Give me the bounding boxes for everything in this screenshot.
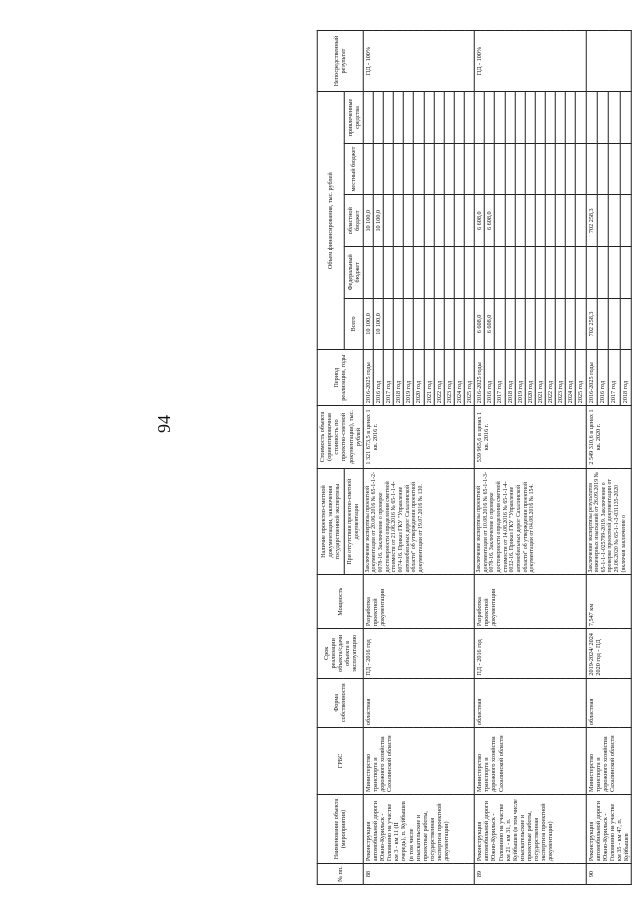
extra-cell bbox=[414, 92, 424, 144]
period-cell: 2023 год bbox=[555, 350, 565, 406]
total-cell bbox=[576, 298, 586, 350]
federal-cell bbox=[525, 247, 535, 299]
local-cell bbox=[515, 143, 525, 195]
header-name: Наименование объекта (мероприятия) bbox=[317, 794, 363, 863]
term-cell: 2019-2024/ 2024 2020 год - ПД bbox=[586, 629, 632, 678]
total-cell bbox=[454, 298, 464, 350]
federal-cell bbox=[609, 247, 620, 299]
table-row bbox=[474, 31, 484, 885]
cost-cell: 1 321 673,5 в ценах 1 кв. 2016 г. bbox=[363, 406, 474, 469]
period-cell: 2023 год bbox=[444, 350, 454, 406]
regional-cell: 702 258,3 bbox=[586, 195, 597, 247]
local-cell bbox=[434, 143, 444, 195]
local-cell bbox=[545, 143, 555, 195]
local-cell bbox=[444, 143, 454, 195]
federal-cell bbox=[373, 247, 383, 299]
total-cell bbox=[444, 298, 454, 350]
federal-cell bbox=[586, 247, 597, 299]
grbs-cell: Министерство транспорта и дорожного хозяйства Сахалинской области bbox=[586, 727, 632, 794]
total-cell: 10 100,0 bbox=[363, 298, 373, 350]
extra-cell bbox=[566, 92, 576, 144]
row-num: 90 bbox=[586, 864, 632, 885]
total-cell bbox=[414, 298, 424, 350]
grbs-cell: Министерство транспорта и дорожного хозяйства Сахалинской области bbox=[474, 727, 585, 794]
local-cell bbox=[404, 143, 414, 195]
header-grbs: ГРБС bbox=[317, 727, 363, 794]
extra-cell bbox=[464, 92, 474, 144]
total-cell bbox=[555, 298, 565, 350]
regional-cell bbox=[404, 195, 414, 247]
local-cell bbox=[566, 143, 576, 195]
period-cell: 2022 год bbox=[434, 350, 444, 406]
federal-cell bbox=[363, 247, 373, 299]
federal-cell bbox=[485, 247, 495, 299]
federal-cell bbox=[535, 247, 545, 299]
local-cell bbox=[609, 143, 620, 195]
local-cell bbox=[474, 143, 484, 195]
header-docs-sub: При отсутствии проектно-сметной документации bbox=[344, 468, 363, 575]
period-cell: 2025 год bbox=[464, 350, 474, 406]
regional-cell: 6 608,0 bbox=[474, 195, 484, 247]
regional-cell bbox=[620, 195, 631, 247]
extra-cell bbox=[393, 92, 403, 144]
result-cell bbox=[586, 31, 632, 92]
extra-cell bbox=[535, 92, 545, 144]
table-body bbox=[363, 31, 632, 885]
federal-cell bbox=[566, 247, 576, 299]
federal-cell bbox=[555, 247, 565, 299]
local-cell bbox=[576, 143, 586, 195]
federal-cell bbox=[414, 247, 424, 299]
local-cell bbox=[393, 143, 403, 195]
extra-cell bbox=[597, 92, 608, 144]
period-cell: 2016-2025 годы bbox=[586, 350, 597, 406]
period-cell: 2016 год bbox=[597, 350, 608, 406]
extra-cell bbox=[434, 92, 444, 144]
local-cell bbox=[363, 143, 373, 195]
regional-cell bbox=[464, 195, 474, 247]
period-cell: 2016 год bbox=[485, 350, 495, 406]
object-name: Реконструкция автомобильной дороги Южно-Курильск - Головнино на участке км 35 - км 47, п. Куйбышев bbox=[586, 794, 632, 863]
regional-cell bbox=[597, 195, 608, 247]
federal-cell bbox=[444, 247, 454, 299]
row-num: 88 bbox=[363, 864, 474, 885]
period-cell: 2018 год bbox=[393, 350, 403, 406]
total-cell bbox=[404, 298, 414, 350]
local-cell bbox=[597, 143, 608, 195]
extra-cell bbox=[576, 92, 586, 144]
object-name: Реконструкция автомобильной дороги Южно-Курильск - Головнино на участке км 21 - км 31, п. Куйбышев (в том числе изыскательские и проектные работы, государственная экспертиза проектной документации) bbox=[474, 794, 585, 863]
result-cell: ПД - 100% bbox=[363, 31, 474, 92]
extra-cell bbox=[404, 92, 414, 144]
header-result: Непосредственный результат bbox=[317, 31, 363, 92]
header-form: Форма собственности bbox=[317, 678, 363, 727]
local-cell bbox=[535, 143, 545, 195]
extra-cell bbox=[586, 92, 597, 144]
federal-cell bbox=[620, 247, 631, 299]
table-row bbox=[363, 31, 373, 885]
regional-cell bbox=[424, 195, 434, 247]
local-cell bbox=[424, 143, 434, 195]
table-header-row bbox=[317, 31, 344, 885]
local-cell bbox=[505, 143, 515, 195]
regional-cell: 6 608,0 bbox=[485, 195, 495, 247]
total-cell bbox=[495, 298, 505, 350]
regional-cell bbox=[525, 195, 535, 247]
regional-cell bbox=[505, 195, 515, 247]
cost-cell: 539 965,6 в ценах 1 кв. 2016 г. bbox=[474, 406, 585, 469]
federal-cell bbox=[464, 247, 474, 299]
total-cell bbox=[393, 298, 403, 350]
period-cell: 2025 год bbox=[576, 350, 586, 406]
header-local: местный бюджет bbox=[344, 143, 363, 195]
regional-cell bbox=[434, 195, 444, 247]
term-cell: ПД - 2016 год bbox=[363, 629, 474, 678]
term-cell: ПД - 2016 год bbox=[474, 629, 585, 678]
total-cell bbox=[525, 298, 535, 350]
extra-cell bbox=[363, 92, 373, 144]
header-docs-group: Наличие проектно-сметной документации, заключения государственной экспертизы bbox=[317, 468, 344, 575]
page-number: 94 bbox=[154, 415, 174, 433]
extra-cell bbox=[424, 92, 434, 144]
local-cell bbox=[485, 143, 495, 195]
extra-cell bbox=[545, 92, 555, 144]
federal-cell bbox=[505, 247, 515, 299]
period-cell: 2016-2025 годы bbox=[363, 350, 373, 406]
regional-cell bbox=[495, 195, 505, 247]
period-cell: 2020 год bbox=[414, 350, 424, 406]
total-cell bbox=[545, 298, 555, 350]
total-cell bbox=[434, 298, 444, 350]
federal-cell bbox=[576, 247, 586, 299]
extra-cell bbox=[495, 92, 505, 144]
federal-cell bbox=[393, 247, 403, 299]
extra-cell bbox=[485, 92, 495, 144]
docs-cell: Заключение экспертизы проектной документации от 20.06.2016 № 65-1-1-2-0078-16. Заключение о проверке достоверности определения сметной стоимости от 21.06.2016 № 65-1-1-4-0074-16. Приказ ГКУ "Управление автомобильных дорог Сахалинской области" об утверждении проектной документации от 19.07.2016 № 130. bbox=[363, 468, 474, 575]
extra-cell bbox=[555, 92, 565, 144]
period-cell: 2017 год bbox=[383, 350, 393, 406]
header-federal: Федеральный бюджет bbox=[344, 247, 363, 299]
regional-cell bbox=[414, 195, 424, 247]
regional-cell bbox=[454, 195, 464, 247]
extra-cell bbox=[525, 92, 535, 144]
federal-cell bbox=[515, 247, 525, 299]
total-cell bbox=[424, 298, 434, 350]
docs-cell: Заключение экспертизы результатов инженерных изысканий от 26.09.2019 № 65-1-1-1-025799-2019. Заключение о проверке проектной документации от 29.06.2020 № 65-1-1-3-031135-2020 (включая заключение о bbox=[586, 468, 632, 575]
local-cell bbox=[414, 143, 424, 195]
federal-cell bbox=[404, 247, 414, 299]
total-cell bbox=[597, 298, 608, 350]
header-period: Период реализации, годы bbox=[317, 350, 363, 406]
federal-cell bbox=[545, 247, 555, 299]
table-row bbox=[586, 31, 597, 885]
regional-cell: 10 100,0 bbox=[373, 195, 383, 247]
period-cell: 2019 год bbox=[515, 350, 525, 406]
header-total: Всего bbox=[344, 298, 363, 350]
regional-cell bbox=[393, 195, 403, 247]
regional-cell bbox=[576, 195, 586, 247]
power-cell: Разработка проектной документации bbox=[363, 575, 474, 629]
row-num: 89 bbox=[474, 864, 585, 885]
period-cell: 2016-2025 годы bbox=[474, 350, 484, 406]
period-cell: 2018 год bbox=[620, 350, 631, 406]
local-cell bbox=[464, 143, 474, 195]
regional-cell bbox=[535, 195, 545, 247]
federal-cell bbox=[597, 247, 608, 299]
header-power: Мощность bbox=[317, 575, 363, 629]
ownership-form: областная bbox=[586, 678, 632, 727]
period-cell: 2020 год bbox=[525, 350, 535, 406]
period-cell: 2024 год bbox=[566, 350, 576, 406]
regional-cell bbox=[555, 195, 565, 247]
regional-cell bbox=[545, 195, 555, 247]
total-cell bbox=[566, 298, 576, 350]
period-cell: 2021 год bbox=[535, 350, 545, 406]
total-cell: 6 608,0 bbox=[474, 298, 484, 350]
extra-cell bbox=[505, 92, 515, 144]
power-cell: Разработка проектной документации bbox=[474, 575, 585, 629]
total-cell bbox=[505, 298, 515, 350]
local-cell bbox=[620, 143, 631, 195]
extra-cell bbox=[515, 92, 525, 144]
total-cell bbox=[383, 298, 393, 350]
regional-cell bbox=[515, 195, 525, 247]
period-cell: 2017 год bbox=[609, 350, 620, 406]
cost-cell: 2 549 310,6 в ценах 1 кв. 2020 г. bbox=[586, 406, 632, 469]
grbs-cell: Министерство транспорта и дорожного хозяйства Сахалинской области bbox=[363, 727, 474, 794]
total-cell bbox=[515, 298, 525, 350]
header-extra: привлеченные средства bbox=[344, 92, 363, 144]
federal-cell bbox=[383, 247, 393, 299]
ownership-form: областная bbox=[363, 678, 474, 727]
financing-table bbox=[317, 30, 632, 885]
local-cell bbox=[383, 143, 393, 195]
header-term: Срок реализации объекта/сдачи объекта в эксплуатацию bbox=[317, 629, 363, 678]
header-cost: Стоимость объекта (ориентировочная стоимость по проектно-сметной документации), тыс. рублей bbox=[317, 406, 363, 469]
total-cell: 10 100,0 bbox=[373, 298, 383, 350]
regional-cell bbox=[609, 195, 620, 247]
result-cell: ПД - 100% bbox=[474, 31, 585, 92]
ownership-form: областная bbox=[474, 678, 585, 727]
period-cell: 2019 год bbox=[404, 350, 414, 406]
regional-cell bbox=[566, 195, 576, 247]
federal-cell bbox=[424, 247, 434, 299]
extra-cell bbox=[373, 92, 383, 144]
period-cell: 2021 год bbox=[424, 350, 434, 406]
period-cell: 2024 год bbox=[454, 350, 464, 406]
header-money-group: Объем финансирования, тыс. рублей bbox=[317, 92, 344, 350]
total-cell bbox=[535, 298, 545, 350]
total-cell bbox=[464, 298, 474, 350]
extra-cell bbox=[474, 92, 484, 144]
federal-cell bbox=[495, 247, 505, 299]
total-cell bbox=[620, 298, 631, 350]
header-regional: областной бюджет bbox=[344, 195, 363, 247]
local-cell bbox=[495, 143, 505, 195]
regional-cell: 10 100,0 bbox=[363, 195, 373, 247]
docs-cell: Заключение экспертизы проектной документации от 10.08.2016 № 65-1-1-3-0078-16. Заключение о проверке достоверности определения сметной стоимости от 14.08.2016 № 65-1-1-4-0032-16. Приказ ГКУ "Управление автомобильных дорог Сахалинской области" об утверждении проектной документации от 04.08.2016 № 154. bbox=[474, 468, 585, 575]
local-cell bbox=[454, 143, 464, 195]
extra-cell bbox=[444, 92, 454, 144]
period-cell: 2022 год bbox=[545, 350, 555, 406]
federal-cell bbox=[474, 247, 484, 299]
extra-cell bbox=[609, 92, 620, 144]
period-cell: 2016 год bbox=[373, 350, 383, 406]
extra-cell bbox=[454, 92, 464, 144]
total-cell bbox=[609, 298, 620, 350]
header-num: № пп. bbox=[317, 864, 363, 885]
local-cell bbox=[586, 143, 597, 195]
extra-cell bbox=[620, 92, 631, 144]
total-cell: 6 608,0 bbox=[485, 298, 495, 350]
federal-cell bbox=[454, 247, 464, 299]
power-cell: 7,547 км bbox=[586, 575, 632, 629]
federal-cell bbox=[434, 247, 444, 299]
period-cell: 2017 год bbox=[495, 350, 505, 406]
regional-cell bbox=[383, 195, 393, 247]
regional-cell bbox=[444, 195, 454, 247]
extra-cell bbox=[383, 92, 393, 144]
total-cell: 702 258,3 bbox=[586, 298, 597, 350]
local-cell bbox=[555, 143, 565, 195]
local-cell bbox=[373, 143, 383, 195]
period-cell: 2018 год bbox=[505, 350, 515, 406]
object-name: Реконструкция автомобильной дороги Южно-Курильск - Головнино на участке км 3 - км 11 (II очередь), п. Куйбышев (в том числе изыскательские и проектные работы, государственная экспертиза проектной документации) bbox=[363, 794, 474, 863]
local-cell bbox=[525, 143, 535, 195]
